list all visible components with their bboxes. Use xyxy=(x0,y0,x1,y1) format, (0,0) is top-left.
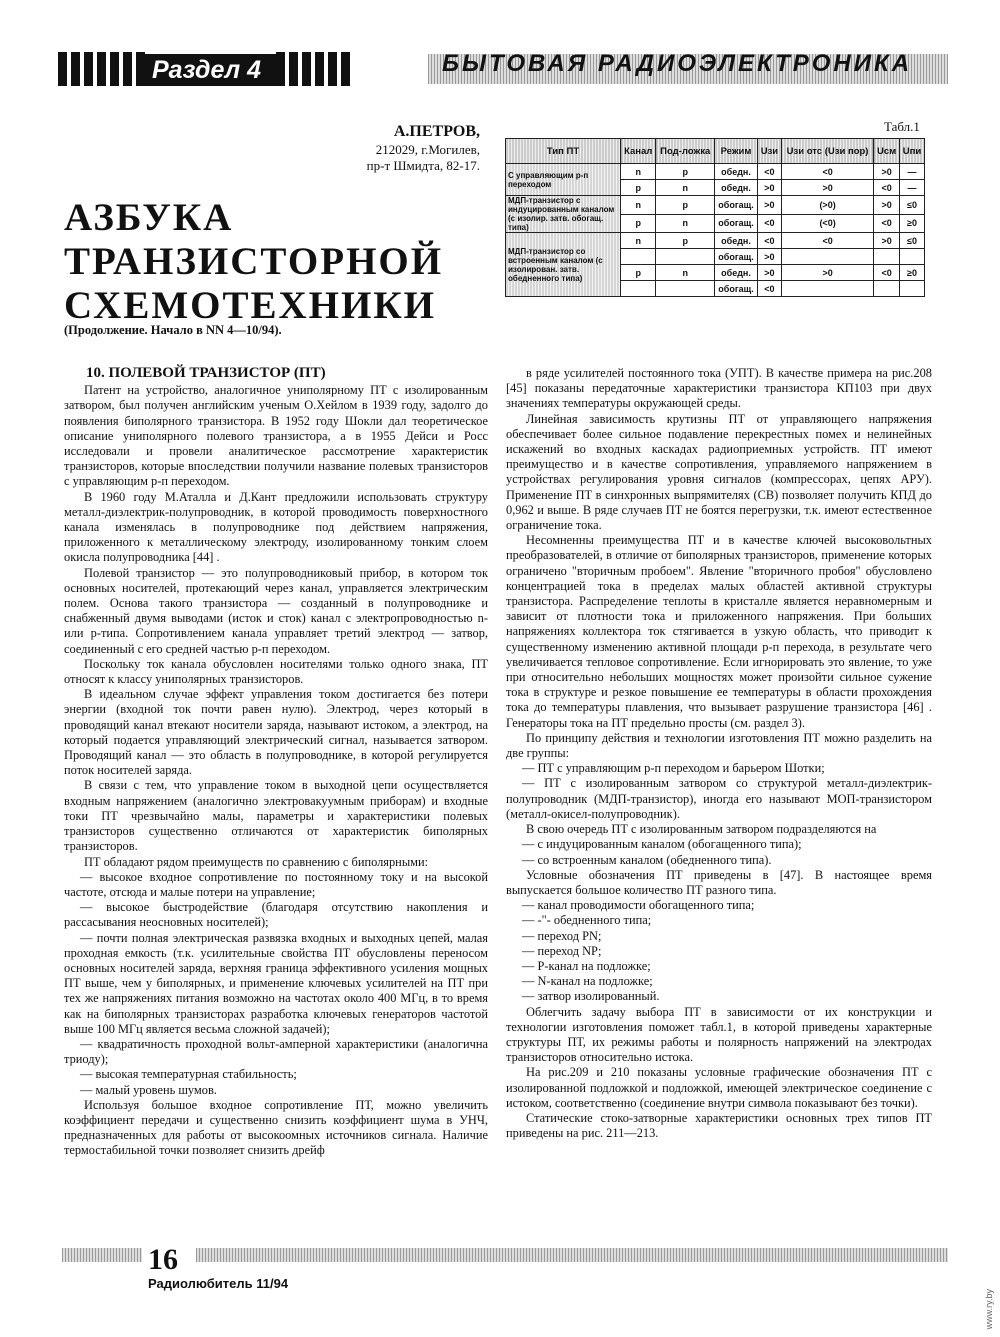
table-header-row xyxy=(506,139,925,164)
table-cell: >0 xyxy=(874,233,900,249)
table-type-cell: МДП-транзистор со встроенным каналом (с изолирован. затв. обедненного типа) xyxy=(506,233,621,297)
table-cell: обогащ. xyxy=(715,214,758,233)
author-address-city: 212029, г.Могилев, xyxy=(375,142,480,157)
table-cell: p xyxy=(621,214,656,233)
paragraph: — ПТ с управляющим р-п переходом и барьером Шотки; xyxy=(522,761,825,776)
table-cell: n xyxy=(621,164,656,180)
table-cell xyxy=(874,281,900,297)
paragraph: — переход PN; xyxy=(522,928,602,943)
text-column-right xyxy=(506,366,932,1141)
table-cell: <0 xyxy=(781,164,873,180)
table-cell xyxy=(781,281,873,297)
paragraph: На рис.209 и 210 показаны условные графические обозначения ПТ с изолированной подложкой и подложкой, имеющей электрическое соединение с истоком, соответственно (соединение внутри символа показывают без точки). xyxy=(506,1065,932,1110)
transistor-types-table xyxy=(505,138,925,297)
paragraph: Условные обозначения ПТ приведены в [47]. В настоящее время выпускается большое количество ПТ разного типа. xyxy=(506,867,932,897)
table-header-cell: Uсм xyxy=(874,139,900,164)
table-cell: (>0) xyxy=(781,196,873,215)
journal-issue: Радиолюбитель 11/94 xyxy=(148,1276,289,1291)
table-cell: n xyxy=(621,233,656,249)
watermark: www.ry.by xyxy=(984,1288,994,1329)
table-cell: >0 xyxy=(758,196,782,215)
table-cell: обедн. xyxy=(715,233,758,249)
table-cell: ≥0 xyxy=(899,214,924,233)
section-header xyxy=(58,46,948,90)
table-cell xyxy=(621,281,656,297)
table-header-cell: Тип ПТ xyxy=(506,139,621,164)
table-row xyxy=(506,196,925,215)
title-line: АЗБУКА xyxy=(64,196,234,239)
paragraph: — затвор изолированный. xyxy=(522,989,660,1004)
table-header-cell: Uзи xyxy=(758,139,782,164)
table-cell: n xyxy=(656,214,715,233)
paragraph: По принципу действия и технологии изготовления ПТ можно разделить на две группы: xyxy=(506,730,932,761)
paragraph: В 1960 году М.Аталла и Д.Кант предложили использовать структуру металл-диэлектрик-полупроводник, в которой проводимость поверхностного канала изменялась в полупроводнике под действием напряжения, приложенного к металлическому электроду, изолированному тонким слоем окисла полупроводника [44] . xyxy=(64,489,488,565)
table-cell: <0 xyxy=(758,214,782,233)
table-cell: >0 xyxy=(874,164,900,180)
footer-stripe xyxy=(196,1248,948,1262)
table-cell xyxy=(899,249,924,265)
paragraph: — со встроенным каналом (обедненного типа). xyxy=(522,852,772,867)
rubric-title: БЫТОВАЯ РАДИОЭЛЕКТРОНИКА xyxy=(442,50,913,77)
table-header-cell: Под-ложка xyxy=(656,139,715,164)
paragraph: в ряде усилителей постоянного тока (УПТ). В качестве примера на рис.208 [45] показаны передаточные характеристики транзистора КП103 при двух значениях температуры окружающей среды. xyxy=(506,366,932,411)
table-label: Табл.1 xyxy=(884,119,920,134)
paragraph: — высокое быстродействие (благодаря отсутствию накопления и рассасывания неосновных носителей); xyxy=(64,900,488,930)
page-number: 16 xyxy=(148,1243,178,1276)
table-cell xyxy=(656,281,715,297)
table-header-cell: Канал xyxy=(621,139,656,164)
table-cell: p xyxy=(656,233,715,249)
paragraph: — -"- обедненного типа; xyxy=(522,913,652,928)
table-header-cell: Режим xyxy=(715,139,758,164)
paragraph: — N-канал на подложке; xyxy=(522,974,653,989)
paragraph: — почти полная электрическая развязка входных и выходных цепей, малая проходная емкость (т.к. усилительные свойства ПТ обусловлены переносом основных носителей заряда, верхняя граница эффективного усиления мощных ПТ выше, чем у биполярных, и применение ключевых усилителей на ПТ при тех же напряжениях питания возможно на частотах около 400 МГц, в то время как на биполярных транзисторах разработка ключевых генераторов частотой выше 100 МГц является весьма сложной задачей); xyxy=(64,930,488,1036)
table-cell: <0 xyxy=(874,180,900,196)
table-header-cell: Uзи отс (Uзи пор) xyxy=(781,139,873,164)
table-cell xyxy=(621,249,656,265)
table-cell: >0 xyxy=(758,265,782,281)
table-cell xyxy=(874,249,900,265)
paragraph: — квадратичность проходной вольт-амперной характеристики (аналогична триоду); xyxy=(64,1036,488,1067)
table-body xyxy=(506,164,925,297)
table-cell: n xyxy=(656,265,715,281)
table-cell: <0 xyxy=(758,233,782,249)
table-cell: >0 xyxy=(874,196,900,215)
table-cell: p xyxy=(621,180,656,196)
table-cell: p xyxy=(656,196,715,215)
title-line: СХЕМОТЕХНИКИ xyxy=(64,284,436,327)
table-cell xyxy=(656,249,715,265)
table-cell: обедн. xyxy=(715,265,758,281)
paragraph: Линейная зависимость крутизны ПТ от управляющего напряжения обеспечивает более сильное подавление перекрестных помех и нелинейных искажений во входных каскадах радиоприемных устройств. ПТ имеют преимущество и в качестве сопротивления, управляемого напряжением в устройствах регулирования уровня сигналов (компрессорах, цепях АРУ). Применение ПТ в синхронных выпрямителях (СВ) позволяет получить КПД до 0,962 и выше. В ряде случаев ПТ не боятся перегрузки, т.к. имеют естественное ограничение тока. xyxy=(506,411,932,533)
table-cell: обогащ. xyxy=(715,281,758,297)
table-cell: n xyxy=(621,196,656,215)
paragraph: Облегчить задачу выбора ПТ в зависимости от их конструкции и технологии изготовления поможет табл.1, в которой приведены характерные структуры ПТ, их режимы работы и полярность напряжений на электродах транзисторов относительно истока. xyxy=(506,1004,932,1065)
paragraph: — с индуцированным каналом (обогащенного типа); xyxy=(522,837,802,852)
paragraph: Статические стоко-затворные характеристики основных трех типов ПТ приведены на рис. 211—213. xyxy=(506,1110,932,1141)
table-cell xyxy=(781,249,873,265)
table-type-cell: С управляющим р-п переходом xyxy=(506,164,621,196)
table-cell: >0 xyxy=(758,249,782,265)
paragraph: — ПТ с изолированным затвором со структурой металл-диэлектрик-полупроводник (МДП-транзистор), иногда его называют МОП-транзистором (металл-окисел-полупроводник). xyxy=(506,776,932,821)
table-cell: ≤0 xyxy=(899,233,924,249)
table-cell: <0 xyxy=(758,164,782,180)
table-cell: <0 xyxy=(874,265,900,281)
article-title xyxy=(64,196,484,328)
author-name: А.ПЕТРОВ, xyxy=(393,123,480,140)
paragraph: — высокая температурная стабильность; xyxy=(80,1067,297,1082)
table-cell: обедн. xyxy=(715,180,758,196)
left-body xyxy=(64,383,488,1158)
author-block xyxy=(367,122,480,174)
paragraph: ПТ обладают рядом преимуществ по сравнению с биполярными: xyxy=(84,854,429,869)
paragraph: Полевой транзистор — это полупроводниковый прибор, в котором ток основных носителей, протекающий через канал, управляется электрическим полем. Основа такого транзистора — созданный в полупроводнике и снабженный двумя выводами (исток и сток) канал с электропроводностью n- или p-типа. Сопротивлением канала управляет третий электрод — затвор, соединенный с его средней частью р-п переходом. xyxy=(64,565,488,656)
table-cell: обогащ. xyxy=(715,196,758,215)
paragraph: Патент на устройство, аналогичное униполярному ПТ с изолированным затвором, был получен английским ученым О.Хейлом в 1939 году, задолго до появления биполярного транзистора. В 1952 году Шокли дал теоретическое описание униполярного полевого транзистора, а в 1955 Дейси и Росс исследовали и провели аналитическое рассмотрение характеристик транзисторов, которые впоследствии получили название полевых транзисторов с управляющим р-п переходом. xyxy=(64,383,488,489)
table-type-cell: МДП-транзистор с индуцированным каналом (с изолир. затв. обогащ. типа) xyxy=(506,196,621,233)
paragraph: В связи с тем, что управление током в выходной цепи осуществляется входным напряжением (аналогично электровакуумным приборам) и входные токи ПТ чрезвычайно малы, параметры и характеристики полевых транзисторов существенно отличаются от характеристик биполярных транзисторов. xyxy=(64,778,488,854)
table-cell: — xyxy=(899,180,924,196)
table-cell: >0 xyxy=(781,265,873,281)
title-line: ТРАНЗИСТОРНОЙ xyxy=(64,240,444,283)
table-header-cell: Uпи xyxy=(899,139,924,164)
paragraph: — канал проводимости обогащенного типа; xyxy=(522,898,755,913)
section-heading: 10. ПОЛЕВОЙ ТРАНЗИСТОР (ПТ) xyxy=(86,365,326,381)
table-cell: (<0) xyxy=(781,214,873,233)
table-cell: <0 xyxy=(874,214,900,233)
right-body xyxy=(506,366,932,1141)
paragraph: — высокое входное сопротивление по постоянному току и на высокой частоте, отсюда и малые потери на управление; xyxy=(64,869,488,899)
text-column-left xyxy=(64,366,488,1159)
table-cell: p xyxy=(621,265,656,281)
table-cell: <0 xyxy=(758,281,782,297)
table-cell: обогащ. xyxy=(715,249,758,265)
table-cell xyxy=(899,281,924,297)
header-left-bars xyxy=(58,52,145,86)
paragraph: — переход NP; xyxy=(522,943,602,958)
table-cell: ≥0 xyxy=(899,265,924,281)
section-label: Раздел 4 xyxy=(144,54,276,86)
paragraph: Несомненны преимущества ПТ и в качестве ключей высоковольтных преобразователей, в отличие от биполярных транзисторов, применение которых ограничено "вторичным пробоем". Явление "вторичного пробоя" обусловлено концентрацией тока в пределах малых областей активной структуры транзистора. Распределение теплоты в кристалле является неравномерным и зависит от плотности тока и приложенного напряжения. При больших напряжениях коллектора ток стягивается в узкую область, что приводит к существенному изменению активной площади р-п перехода, в результате чего увеличивается тепловое сопротивление. Если игнорировать это явление, то уже при относительно небольших мощностях может произойти сильное сужение тока в структуре и резкое повышение ее температуры в области прохождения тока до температуры плавления, что вызывает разрушение транзистора [46] . Генераторы тока на ПТ предельно просты (см. раздел 3). xyxy=(506,533,932,730)
table-cell: n xyxy=(656,180,715,196)
paragraph: В свою очередь ПТ с изолированным затвором подразделяются на xyxy=(526,822,877,837)
header-right-bars xyxy=(276,52,350,86)
paragraph: Поскольку ток канала обусловлен носителями только одного знака, ПТ относят к классу униполярных транзисторов. xyxy=(64,656,488,687)
paragraph: В идеальном случае эффект управления током достигается без потери энергии (входной ток почти равен нулю). Электрод, через который в проводящий канал втекают носители заряда, называют истоком, а электрод, на который подается управляющий электрический сигнал, называется затвором. Проводящий канал — это область в полупроводнике, в которой регулируется поток носителей заряда. xyxy=(64,687,488,778)
table-cell: — xyxy=(899,164,924,180)
paragraph: — P-канал на подложке; xyxy=(522,958,651,973)
author-address-street: пр-т Шмидта, 82-17. xyxy=(366,158,480,173)
table-cell: >0 xyxy=(781,180,873,196)
footer-left-stripe xyxy=(62,1248,142,1262)
paragraph: Используя большое входное сопротивление ПТ, можно увеличить коэффициент передачи и существенно снизить коэффициент шума в УНЧ, предназначенных для работы от высокоомных источников сигнала. Наличие термостабильной точки позволяет снизить дрейф xyxy=(64,1097,488,1158)
table-cell: <0 xyxy=(781,233,873,249)
table-cell: ≤0 xyxy=(899,196,924,215)
table-row xyxy=(506,164,925,180)
table-row xyxy=(506,233,925,249)
table-cell: >0 xyxy=(758,180,782,196)
paragraph: — малый уровень шумов. xyxy=(80,1082,217,1097)
continuation-note: (Продолжение. Начало в NN 4—10/94). xyxy=(64,323,282,337)
table-cell: обедн. xyxy=(715,164,758,180)
table-cell: p xyxy=(656,164,715,180)
